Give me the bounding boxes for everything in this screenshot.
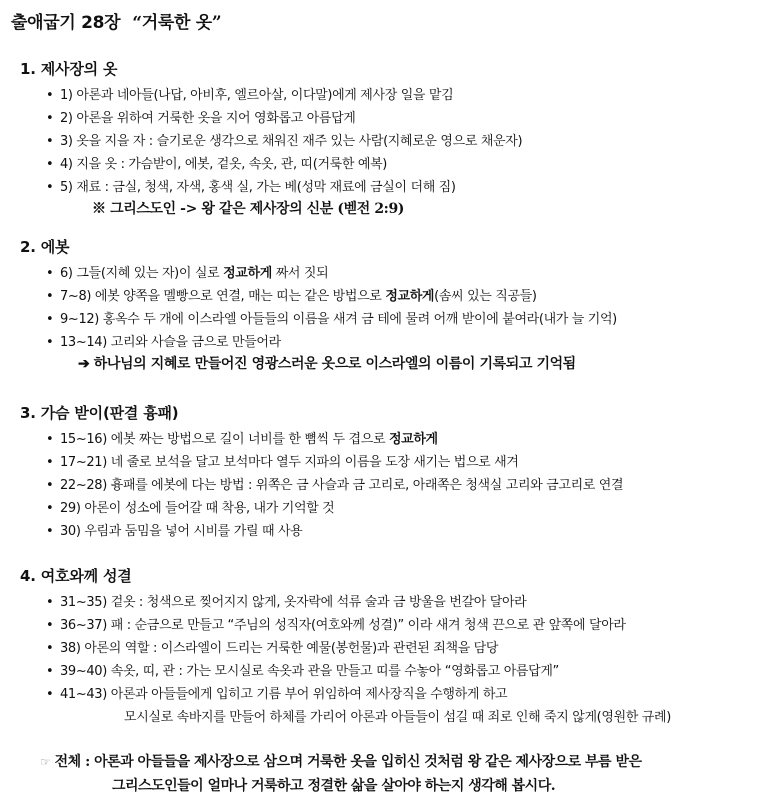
list-item: • 17~21) 네 줄로 보석을 달고 보석마다 열두 지파의 이름을 도장 새기는 법으로 새겨 [46,455,519,470]
list-item: • 3) 옷을 지을 자 : 슬기로운 생각으로 채워진 재주 있는 사람(지혜로운 영으로 채운자) [46,134,523,149]
list-item: • 30) 우림과 둠밈을 넣어 시비를 가릴 때 사용 [46,524,303,539]
list-item-continuation: 모시실로 속바지를 만들어 하체를 가리어 아론과 아들들이 섬길 때 죄로 인해 죽지 않게(영원한 규례) [124,710,671,725]
chapter-title: 출애굽기 28장 [11,13,121,33]
list-item: • 6) 그들(지혜 있는 자)이 실로 정교하게 짜서 짓되 [46,266,329,281]
section-heading: 1. 제사장의 옷 [20,60,118,78]
pointing-hand-icon: ☞ [40,755,51,769]
list-item: • 9~12) 홍옥수 두 개에 이스라엘 아들들의 이름을 새겨 금 테에 물려 어깨 받이에 붙여라(내가 늘 기억) [46,312,617,327]
list-item: • 29) 아론이 성소에 들어갈 때 착용, 내가 기억할 것 [46,501,335,516]
section-heading: 4. 여호와께 성결 [20,567,132,585]
list-item: • 7~8) 에봇 양쪽을 멜빵으로 연결, 매는 띠는 같은 방법으로 정교하게(솜씨 있는 직공들) [46,289,537,304]
summary-text-1: 아론과 아들들을 제사장으로 삼으며 거룩한 옷을 입히신 것처럼 왕 같은 제사장으로 부름 받은 [94,754,642,770]
section-heading: 3. 가슴 받이(판결 흉패) [20,404,179,422]
summary-line-2: 그리스도인들이 얼마나 거룩하고 정결한 삶을 살아야 하는지 생각해 봅시다. [112,778,556,794]
title-subtitle: “거룩한 옷” [132,13,222,33]
list-item: • 36~37) 패 : 순금으로 만들고 “주님의 성직자(여호와께 성결)” 이라 새겨 청색 끈으로 관 앞쪽에 달아라 [46,618,626,633]
list-item: • 5) 재료 : 금실, 청색, 자색, 홍색 실, 가는 베(성막 재료에 금실이 더해 짐) [46,180,456,195]
list-item: • 22~28) 흉패를 에봇에 다는 방법 : 위쪽은 금 사슬과 금 고리로, 아래쪽은 청색실 고리와 금고리로 연결 [46,478,624,493]
list-item: • 2) 아론을 위하여 거룩한 옷을 지어 영화롭고 아름답게 [46,111,356,126]
list-item: • 39~40) 속옷, 띠, 관 : 가는 모시실로 속옷과 관을 만들고 띠를 수놓아 “영화롭고 아름답게” [46,664,559,679]
summary-line-1 [40,751,642,771]
list-item: • 41~43) 아론과 아들들에게 입히고 기름 부어 위임하여 제사장직을 수행하게 하고 [46,687,508,702]
list-item: • 15~16) 에봇 짜는 방법으로 길이 너비를 한 뼘씩 두 겹으로 정교하게 [46,432,438,447]
page-title [11,8,221,33]
section-note: ➔ 하나님의 지혜로 만들어진 영광스러운 옷으로 이스라엘의 이름이 기록되고 기억됨 [78,356,576,372]
summary-label: 전체 : [54,754,90,770]
list-item: • 38) 아론의 역할 : 이스라엘이 드리는 거룩한 예물(봉헌물)과 관련된 죄책을 담당 [46,641,499,656]
list-item: • 1) 아론과 네아들(나답, 아비후, 엘르아살, 이다말)에게 제사장 일을 맡김 [46,88,454,103]
section-note: ※ 그리스도인 -> 왕 같은 제사장의 신분 (벧전 2:9) [92,201,405,217]
list-item: • 4) 지을 옷 : 가슴받이, 에봇, 겉옷, 속옷, 관, 띠(거룩한 예복) [46,157,388,172]
list-item: • 31~35) 겉옷 : 청색으로 찢어지지 않게, 옷자락에 석류 술과 금 방울을 번갈아 달아라 [46,595,527,610]
section-heading: 2. 에봇 [20,238,70,256]
list-item: • 13~14) 고리와 사슬을 금으로 만들어라 [46,335,281,350]
